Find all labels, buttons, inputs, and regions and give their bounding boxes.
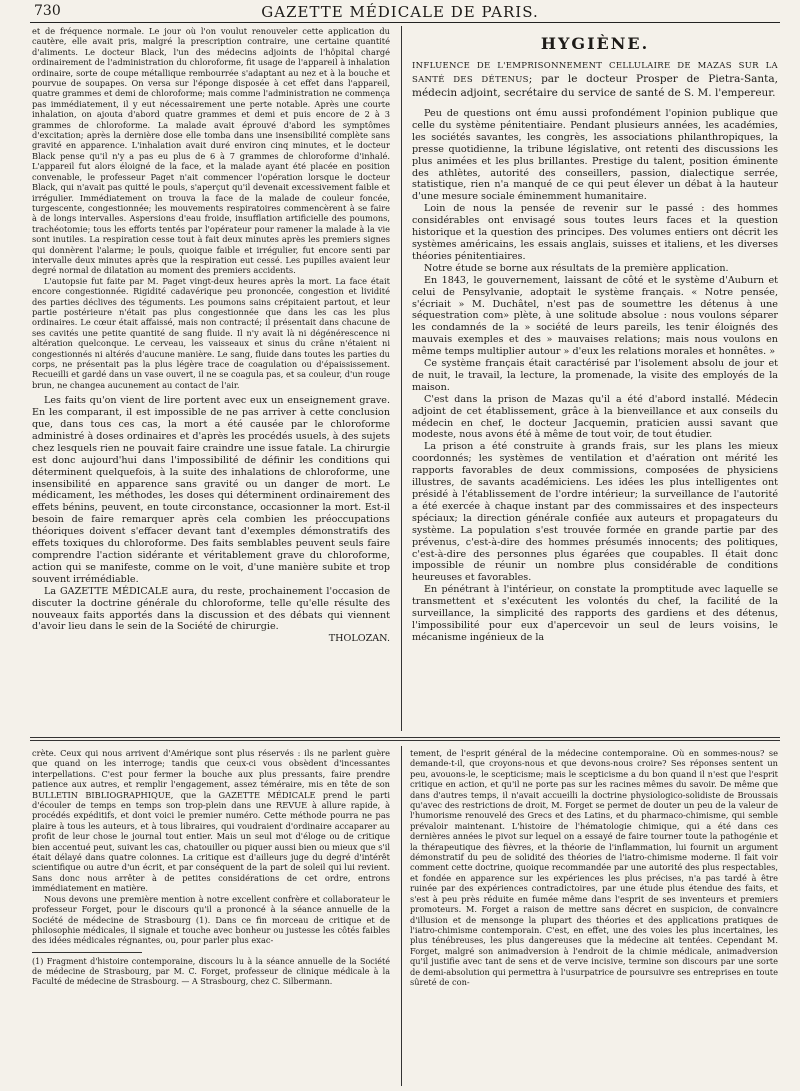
feuilleton-left-column xyxy=(32,748,390,1088)
paragraph: La GAZETTE MÉDICALE aura, du reste, prochainement l'occasion de discuter la doctrine générale du chloroforme, telle qu'elle résulte des nouveaux faits apportés dans la discussion et des débats qui viennent d'avoir lieu dans le sein de la Société de chirurgie. xyxy=(32,585,390,633)
paragraph: Nous devons une première mention à notre excellent confrère et collaborateur le professeur Forget, pour le discours qu'il a prononcé à la séance annuelle de la Société de médecine de Strasbourg (1). Dans ce fin morceau de critique et de philosophie médicales, il signale et touche avec bonheur ou justesse les côtés faibles des idées médicales régnantes, ou, pour parler plus exac- xyxy=(32,893,390,946)
paragraph: Ce système français était caractérisé par l'isolement absolu de jour et de nuit, le travail, la lecture, la promenade, la visite des employés de la maison. xyxy=(412,358,778,393)
right-column xyxy=(412,26,778,731)
left-column xyxy=(32,26,390,731)
page-number: 730 xyxy=(34,3,61,19)
section-title: HYGIÈNE. xyxy=(540,34,650,53)
paragraph: Notre étude se borne aux résultats de la première application. xyxy=(424,262,729,274)
paragraph: et de fréquence normale. Le jour où l'on voulut renouveler cette application du cautère, elle avait pris, malgré la prescription contraire, une certaine quantité d'aliments. Le docteur Black, l'un des médecins adjoints de l'hôpital chargé ordinairement de l'administration du chloroforme, fit usage de l'appareil à inhalation ordinaire, sorte de coupe métallique rembourrée s'adaptant au nez et à la bouche et pourvue de soupapes. On versa sur l'éponge disposée à cet effet dans l'appareil, quatre grammes et demi de chloroforme; mais comme l'administration ne commença pas immédiatement, il y eut nécessairement une perte notable. Après une courte inhalation, on ajouta d'abord quatre grammes et demi et puis encore de 2 à 3 grammes de chloroforme. La malade avait éprouvé d'abord les symptômes d'excitation; après la dernière dose elle tomba dans une insensibilité complète sans gravité en apparence. L'inhalation avait duré environ cinq minutes, et le docteur Black pense qu'il n'y a pas eu plus de 6 à 7 grammes de chloroforme d'inhalé. L'appareil fut alors éloigné de la face, et la malade ayant été placée en position convenable, le professeur Paget n'ait commencer l'opération lorsque le docteur Black, qui n'avait pas quitté le pouls, s'aperçut qu'il devenait excessivement faible et irrégulier. Immédiatement on trouva la face de la malade de couleur foncée, turgescente, congestionnée; les mouvements respiratoires commencèrent à se faire à de longs intervalles. Aspersions d'eau froide, insufflation artificielle des poumons, trachéotomie; tous les efforts tentés par l'opérateur pour ramener la malade à la vie sont inutiles. La respiration cesse tout à fait deux minutes après les premiers signes qui donnèrent l'alarme; le pouls, quoique faible et irrégulier, fut encore senti par intervalle deux minutes après que la respiration eut cessé. Les pupilles avaient leur degré normal de dilatation au moment des premiers accidents. xyxy=(32,26,390,276)
paragraph: La prison a été construite à grands frais, sur les plans les mieux coordonnés; les systèmes de ventilation et d'aération ont mérité les rapports favorables de deux commissions, composées de physiciens illustres, de savants académiciens. Les idées les plus intelligentes ont présidé à l'établissement de l'ordre intérieur; la surveillance de l'autorité a été exercée à chaque instant par des commissaires et des inspecteurs spéciaux; la direction générale confiée aux auteurs et propagateurs du système. La population s'est trouvée formée en grande partie par des prévenus, c'est-à-dire des hommes présumés innocents; des politiques, c'est-à-dire des personnes plus égarées que coupables. Il était donc impossible de réunir un nombre plus considérable de conditions heureuses et favorables. xyxy=(412,441,778,584)
author-signature: THOLOZAN. xyxy=(328,633,390,645)
page-header xyxy=(0,0,800,22)
case-report xyxy=(32,26,390,390)
header-rule xyxy=(30,22,780,23)
paragraph: crète. Ceux qui nous arrivent d'Amérique sont plus réservés : ils ne parlent guère que quand on les interroge; tandis que ceux-ci vous obsèdent d'incessantes interpellations. C'est pour fermer la bouche aux plus pressants, faire prendre patience aux autres, et remplir l'engagement, assez téméraire, mis en tête de son BULLETIN BIBLIOGRAPHIQUE, que la GAZETTE MÉDICALE prend le parti d'écouler de temps en temps son trop-plein dans une REVUE à allure rapide, à procédés expéditifs, et dont voici le premier numéro. Cette méthode pourra ne pas plaire à tous les auteurs, et à tous libraires, qui voudraient d'ordinaire accaparer au profit de leur chose le journal tout entier. Mais un seul mot d'éloge ou de critique bien accentué peut, suivant les cas, chatouiller ou piquer aussi bien ou mieux que s'il était délayé dans quatre colonnes. La critique est d'ailleurs juge du degré d'intérêt scientifique ou autre d'un écrit, et par conséquent de la part de soleil qui lui revient. Sans donc nous arrêter à de petites considérations de cet ordre, entrons immédiatement en matière. xyxy=(32,748,390,894)
article-title-caps: INFLUENCE DE L'EMPRISONNEMENT CELLULAIRE DE MAZAS SUR LA SANTÉ DES DÉTENUS xyxy=(412,61,778,85)
paragraph: Loin de nous la pensée de revenir sur le passé : des hommes considérables ont envisagé sous toutes leurs faces et la question historique et la question des principes. Des volumes entiers ont décrit les systèmes américains, les essais anglais, suisses et italiens, et les diverses théories pénitentiaires. xyxy=(412,203,778,262)
feuilleton-rule-double xyxy=(30,740,780,741)
paragraph: Peu de questions ont ému aussi profondément l'opinion publique que celle du système pénitentiaire. Pendant plusieurs années, les académies, les sociétés savantes, les congrès, les associations philanthropiques, la presse quotidienne, la tribune législative, ont retenti des discussions les plus animées et les plus brillantes. Prestige du talent, position éminente des athlètes, autorité des conseillers, passion, dialectique serrée, statistique, rien n'a manqué de ce qui peut élever un débat à la hauteur d'une mesure sociale éminemment humanitaire. xyxy=(412,108,778,203)
column-divider xyxy=(401,26,402,731)
article-title xyxy=(412,59,778,100)
paragraph: tement, de l'esprit général de la médecine contemporaine. Où en sommes-nous? se demande-t-il, que croyons-nous et que devons-nous croire? Ses réponses sentent un peu, avouons-le, le scepticisme; mais le scepticisme a du bon quand il n'est que l'esprit critique en action, et qu'il ne porte pas sur les racines mêmes du savoir. De même que dans d'autres temps, il n'avait accueilli la doctrine physiologico-solidiste de Broussais qu'avec des restrictions de droit, M. Forget se permet de douter un peu de la valeur de l'humorisme renouvelé des Grecs et des Latins, et du pharmaco-chimisme, qui semble prévaloir maintenant. L'histoire de l'hématologie chimique, qui a été dans ces dernières années le pivot sur lequel on a essayé de faire tourner toute la pathogénie et la thérapeutique des fièvres, et la théorie de l'inflammation, lui fournit un argument démonstratif du peu de solidité des théories de l'iatro-chimisme moderne. Il fait voir comment cette doctrine, quoique recommandée par une autorité des plus respectables, et fondée en apparence sur les expériences les plus précises, n'a pas tardé à être ruinée par des expériences contradictoires, par une étude plus étendue des faits, et s'est à peu près réduite en fumée même dans l'esprit de ses inventeurs et premiers promoteurs. M. Forget a raison de mettre sans décret en suspicion, de convaincre d'illusion et de mensonge la plupart des théories et des applications pratiques de l'iatro-chimisme contemporain. C'est, en effet, une des voies les plus incertaines, les plus ténébreuses, les plus dangereuses que la médecine ait tentées. Cependant M. Forget, malgré son animadversion à l'endroit de la chimie médicale, animadversion qu'il justifie avec tant de sens et de verve incisive, termine son discours par une sorte de demi-absolution qui permettra à l'usurpatrice de poursuivre ses entreprises en toute sûreté de con- xyxy=(410,748,778,987)
commentary xyxy=(32,395,390,645)
feuilleton-right-column xyxy=(410,748,778,1088)
paragraph: En pénétrant à l'intérieur, on constate la promptitude avec laquelle se transmettent et s'exécutent les volontés du chef, la facilité de la surveillance, la simplicité des rapports des gardiens et des détenus, l'impossibilité pour eux d'apercevoir un seul de leurs voisins, le mécanisme ingénieux de la xyxy=(412,584,778,643)
article-title-rest: ; par le docteur Prosper de Pietra-Santa, médecin adjoint, secrétaire du service de santé de S. M. l'empereur. xyxy=(412,73,778,99)
paragraph: C'est dans la prison de Mazas qu'il a été d'abord installé. Médecin adjoint de cet établissement, grâce à la bienveillance et aux conseils du médecin en chef, le docteur Jacquemin, praticien aussi savant que modeste, nous avons été à même de tout voir, de tout étudier. xyxy=(412,393,778,441)
paragraph: L'autopsie fut faite par M. Paget vingt-deux heures après la mort. La face était encore congestionnée. Rigidité cadavérique peu prononcée, congestion et lividité des parties déclives des téguments. Les poumons sains crépitaient partout, et leur partie postérieure n'était pas plus congestionnée que dans les cas les plus ordinaires. Le cœur était affaissé, mais non contracté; il présentait dans chacune de ses cavités une petite quantité de sang fluide. Il n'y avait là ni dégénérescence ni altération quelconque. Le cerveau, les vaisseaux et sinus du crâne n'étaient ni congestionnés ni altérés d'aucune manière. Le sang, fluide dans toutes les parties du corps, ne présentait pas la plus légère trace de coagulation ou d'épaississement. Recueilli et gardé dans un vase ouvert, il ne se coagula pas, et sa couleur, d'un rouge brun, ne changea aucunement au contact de l'air. xyxy=(32,275,390,390)
footnote: (1) Fragment d'histoire contemporaine, discours lu à la séance annuelle de la Société de médecine de Strasbourg, par M. C. Forget, professeur de clinique médicale à la Faculté de médecine de Strasbourg. — A Strasbourg, chez C. Silbermann. xyxy=(32,956,390,987)
feuilleton-column-divider xyxy=(401,746,402,1086)
paragraph: En 1843, le gouvernement, laissant de côté et le système d'Auburn et celui de Pensylvanie, adoptait le système français. « Notre pensée, s'écriait » M. Duchâtel, n'est pas de soumettre les détenus à une séquestration com» plète, à une solitude absolue : nous voulons séparer les condamnés de la » société de leurs pareils, les tenir éloignés des mauvais exemples et des » mauvaises relations; mais nous voulons en même temps multiplier autour » d'eux les relations morales et honnêtes. » xyxy=(412,274,778,358)
footnote-rule xyxy=(32,952,142,953)
paragraph: Les faits qu'on vient de lire portent avec eux un enseignement grave. En les comparant, il est impossible de ne pas arriver à cette conclusion que, dans tous ces cas, la mort a été causée par le chloroforme administré à doses ordinaires et d'après les procédés usuels, à des sujets chez lesquels rien ne pouvait faire craindre une issue fatale. La chirurgie est donc aujourd'hui dans l'impossibilité de définir les conditions qui déterminent quelquefois, à la suite des inhalations de chloroforme, une insensibilité en apparence sans gravité ou un danger de mort. Le médicament, les méthodes, les doses qui déterminent ordinairement des effets bénins, peuvent, en toute circonstance, occasionner la mort. Est-il besoin de faire remarquer après cela combien les préoccupations théoriques doivent s'effacer devant tant d'exemples démonstratifs des effets toxiques du chloroforme. Des faits semblables peuvent seuls faire comprendre l'action sidérante et véritablement grave du chloroforme, action qui se manifeste, comme on le voit, d'une manière subite et trop souvent irrémédiable. xyxy=(32,395,390,585)
feuilleton-rule xyxy=(30,737,780,738)
journal-title: GAZETTE MÉDICALE DE PARIS. xyxy=(261,3,539,21)
article-body xyxy=(412,108,778,644)
